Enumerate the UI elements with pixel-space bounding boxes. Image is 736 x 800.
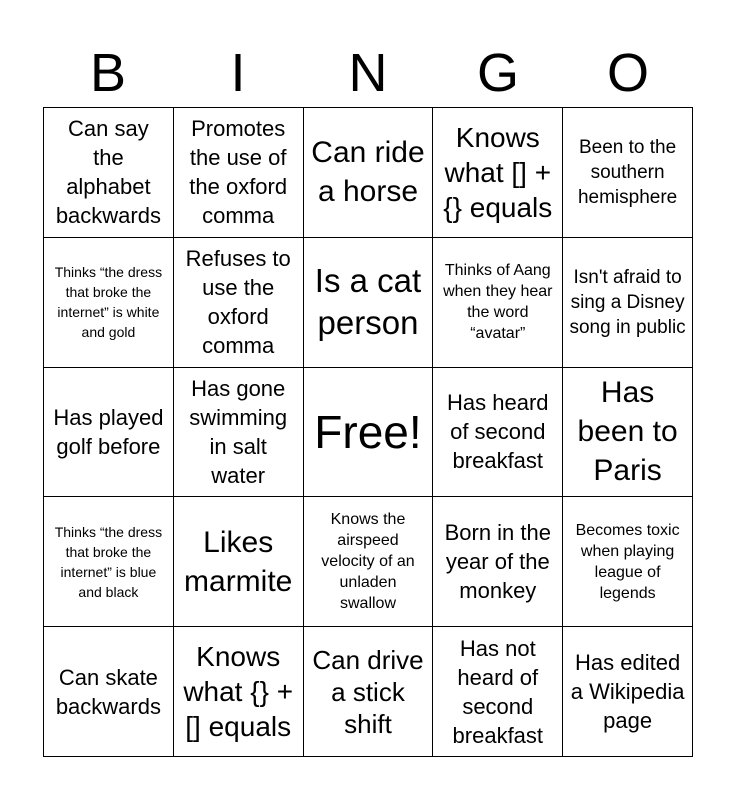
bingo-cell-text: Has edited a Wikipedia page xyxy=(570,650,685,734)
bingo-cell-text: Knows the airspeed velocity of an unladen swallow xyxy=(321,511,415,613)
bingo-cell-text: Has gone swimming in salt water xyxy=(189,375,288,488)
bingo-cell[interactable] xyxy=(174,627,304,757)
bingo-cell-text: Thinks “the dress that broke the internet” is white and gold xyxy=(54,264,163,341)
bingo-cell[interactable] xyxy=(563,368,693,498)
bingo-cell[interactable] xyxy=(44,238,174,368)
bingo-cell[interactable] xyxy=(174,108,304,238)
bingo-cell[interactable] xyxy=(304,627,434,757)
bingo-cell-text: Thinks “the dress that broke the internet” is blue and black xyxy=(54,523,163,600)
bingo-cell[interactable] xyxy=(44,108,174,238)
bingo-cell[interactable] xyxy=(563,238,693,368)
bingo-cell-text: Is a cat person xyxy=(314,262,422,342)
bingo-cell-text: Knows what {} + [] equals xyxy=(183,641,294,743)
bingo-cell-text: Born in the year of the monkey xyxy=(444,520,551,604)
bingo-cell[interactable] xyxy=(433,108,563,238)
bingo-cell[interactable] xyxy=(174,238,304,368)
bingo-cell-text: Can ride a horse xyxy=(311,136,425,209)
bingo-cell-text: Thinks of Aang when they hear the word “avatar” xyxy=(443,262,553,343)
bingo-cell-text: Can drive a stick shift xyxy=(312,644,424,739)
bingo-cell-text: Been to the southern hemisphere xyxy=(577,136,678,208)
bingo-cell-text: Knows what [] + {} equals xyxy=(443,121,553,223)
bingo-cell[interactable] xyxy=(304,108,434,238)
bingo-cell[interactable] xyxy=(563,108,693,238)
bingo-cell[interactable] xyxy=(563,627,693,757)
bingo-cell[interactable] xyxy=(563,497,693,627)
bingo-cell-text: Can say the alphabet backwards xyxy=(55,116,161,229)
bingo-cell[interactable] xyxy=(174,497,304,627)
bingo-cell[interactable] xyxy=(433,238,563,368)
bingo-header xyxy=(43,40,693,106)
bingo-cell-text: Has heard of second breakfast xyxy=(447,390,549,474)
bingo-cell[interactable] xyxy=(44,627,174,757)
bingo-cell-text: Has played golf before xyxy=(53,404,164,459)
bingo-cell[interactable] xyxy=(304,497,434,627)
header-letter-b: B xyxy=(89,43,127,103)
bingo-cell[interactable] xyxy=(433,497,563,627)
bingo-cell-text: Has been to Paris xyxy=(577,376,678,488)
free-space-cell[interactable] xyxy=(304,368,434,498)
header-letter-o: O xyxy=(606,43,649,103)
bingo-cell[interactable] xyxy=(433,627,563,757)
bingo-cell-text: Has not heard of second breakfast xyxy=(452,635,544,748)
bingo-cell[interactable] xyxy=(174,368,304,498)
bingo-cell-text: Can skate backwards xyxy=(55,664,161,719)
bingo-cell[interactable] xyxy=(44,497,174,627)
bingo-card-grid xyxy=(43,107,693,757)
bingo-cell[interactable] xyxy=(44,368,174,498)
bingo-cell-text: Refuses to use the oxford comma xyxy=(185,246,291,359)
header-letter-g: G xyxy=(476,43,519,103)
free-space-text: Free! xyxy=(314,405,422,458)
header-letter-i: I xyxy=(230,43,246,103)
bingo-cell-text: Becomes toxic when playing league of legends xyxy=(575,521,680,602)
bingo-cell-text: Likes marmite xyxy=(184,525,293,598)
bingo-cell[interactable] xyxy=(433,368,563,498)
bingo-cell-text: Isn't afraid to sing a Disney song in public xyxy=(569,266,686,338)
bingo-cell[interactable] xyxy=(304,238,434,368)
bingo-cell-text: Promotes the use of the oxford comma xyxy=(189,116,288,229)
header-letter-n: N xyxy=(348,43,388,103)
